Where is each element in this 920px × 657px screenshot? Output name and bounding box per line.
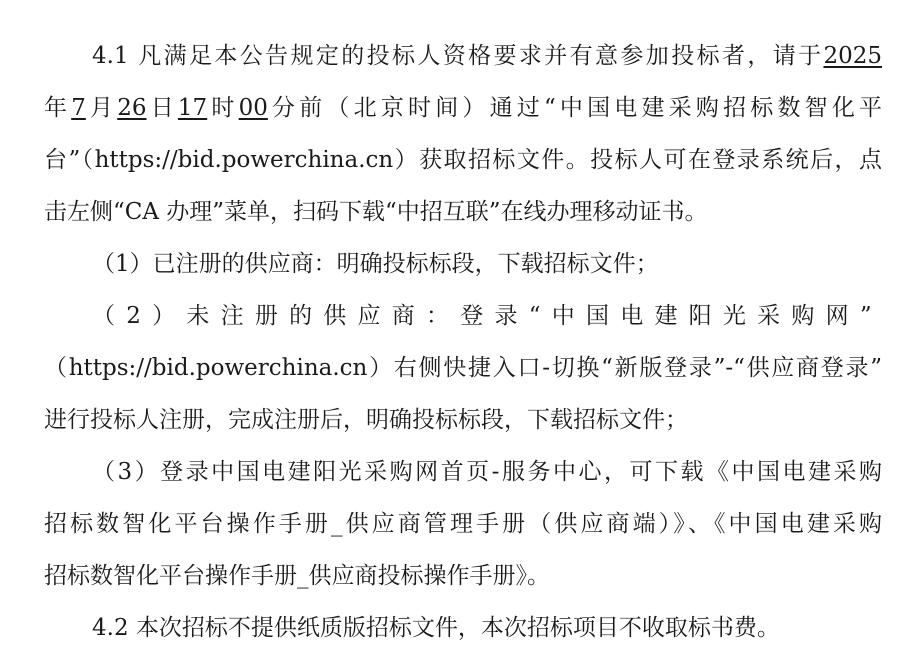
text-segment: 4.1 凡满足本公告规定的投标人资格要求并有意参加投标者，请于 (92, 43, 824, 69)
text-segment: 日 (146, 95, 178, 121)
year-value: 2025 (823, 43, 882, 69)
paragraph-4-1-line-2 (44, 88, 882, 128)
paragraph-4-1-line-4 (44, 192, 882, 232)
paragraph-4-1-line-3 (44, 140, 882, 180)
text-segment: 进行投标人注册，完成注册后，明确投标标段，下载招标文件； (44, 407, 688, 433)
item-3-line-2 (44, 504, 882, 544)
text-segment: 招标数智化平台操作手册_供应商投标操作手册》。 (44, 563, 550, 589)
item-2-line-3 (44, 400, 882, 440)
text-segment: 招标数智化平台操作手册_供应商管理手册（供应商端）》、《中国电建采购 (44, 511, 882, 537)
item-2-line-1 (92, 296, 882, 336)
text-segment: 台”（https://bid.powerchina.cn）获取招标文件。投标人可在登录系统后，点 (44, 147, 882, 173)
text-segment: （https://bid.powerchina.cn）右侧快捷入口-切换“新版登录”-“供应商登录” (44, 355, 882, 381)
text-segment: 4.2 本次招标不提供纸质版招标文件，本次招标项目不收取标书费。 (92, 615, 780, 641)
paragraph-4-2-line (92, 608, 882, 648)
text-segment: 月 (85, 95, 118, 121)
text-segment: 时 (207, 95, 239, 121)
text-segment: （3）登录中国电建阳光采购网首页-服务中心，可下载《中国电建采购 (92, 459, 882, 485)
text-segment: 击左侧“CA 办理”菜单，扫码下载“中招互联”在线办理移动证书。 (44, 199, 708, 225)
hour-value: 17 (177, 95, 208, 121)
text-segment: 分前（北京时间）通过“中国电建采购招标数智化平 (267, 95, 882, 121)
item-1-line (92, 244, 882, 284)
item-3-line-1 (92, 452, 882, 492)
minute-value: 00 (238, 95, 268, 121)
item-2-line-2 (44, 348, 882, 388)
text-segment: （2）未注册的供应商：登录“中国电建阳光采购网” (92, 303, 882, 329)
paragraph-4-1-line-1 (92, 36, 882, 76)
day-value: 26 (117, 95, 147, 121)
text-segment: 年 (44, 95, 72, 121)
month-value: 7 (71, 95, 86, 121)
text-segment: （1）已注册的供应商：明确投标标段，下载招标文件； (92, 251, 659, 277)
item-3-line-3 (44, 556, 882, 596)
